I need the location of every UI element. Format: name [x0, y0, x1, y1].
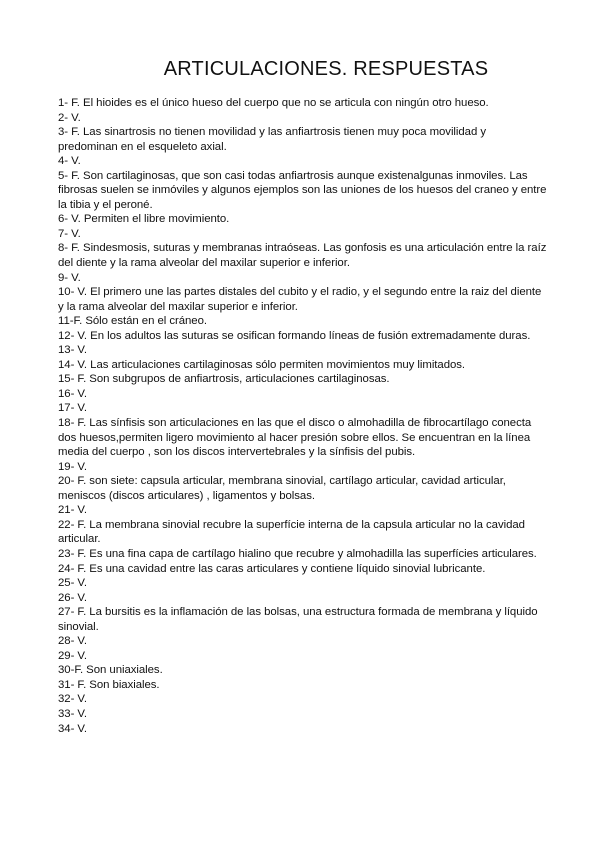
answer-item: 21- V. [58, 504, 88, 517]
answer-item: 26- V. [58, 591, 88, 604]
answer-list [58, 96, 548, 736]
answer-item: 3- F. Las sinartrosis no tienen movilidad y las anfiartrosis tienen muy poca movilidad y predominan en el esqueleto axial. [58, 126, 487, 153]
answer-item: 2- V. [58, 111, 81, 124]
answer-item: 6- V. Permiten el libre movimiento. [58, 213, 230, 226]
answer-item: 13- V. [58, 344, 88, 357]
answer-item: 5- F. Son cartilaginosas, que son casi todas anfiartrosis aunque existenalgunas inmoviles. Las fibrosas suelen se inmóviles y algunos ejemplos son las uniones de los huesos del craneo y entre la tibia y el peroné. [58, 169, 547, 211]
answer-item: 23- F. Es una fina capa de cartílago hialino que recubre y almohadilla las superfícies articulares. [58, 547, 537, 560]
answer-item: 11-F. Sólo están en el cráneo. [58, 315, 207, 328]
answer-item: 1- F. El hioides es el único hueso del cuerpo que no se articula con ningún otro hueso. [58, 97, 489, 109]
answer-item: 30-F. Son uniaxiales. [58, 664, 163, 677]
answer-item: 34- V. [58, 722, 88, 735]
page-title: ARTICULACIONES. RESPUESTAS [163, 58, 489, 80]
answer-item: 12- V. En los adultos las suturas se osifican formando líneas de fusión extremadamente duras. [58, 329, 531, 342]
answer-item: 10- V. El primero une las partes distales del cubito y el radio, y el segundo entre la raiz del diente y la rama alveolar del maxilar superior e inferior. [58, 286, 542, 313]
answer-item: 8- F. Sindesmosis, suturas y membranas intraóseas. Las gonfosis es una articulación entre la raíz del diente y la rama alveolar del maxilar superior e inferior. [58, 242, 547, 270]
answer-item: 9- V. [58, 271, 81, 284]
answer-item: 19- V. [58, 460, 88, 473]
answer-item: 20- F. son siete: capsula articular, membrana sinovial, cartílago articular, cavidad articular, meniscos (discos articulares) , ligamentos y bolsas. [58, 475, 506, 502]
answer-item: 28- V. [58, 635, 88, 648]
answer-item: 24- F. Es una cavidad entre las caras articulares y contiene líquido sinovial lubricante. [58, 562, 486, 575]
answer-item: 27- F. La bursitis es la inflamación de las bolsas, una estructura formada de membrana y líquido sinovial. [58, 606, 538, 633]
answer-item: 14- V. Las articulaciones cartilaginosas sólo permiten movimientos muy limitados. [58, 358, 466, 371]
answer-item: 33- V. [58, 707, 88, 720]
answer-item: 4- V. [58, 155, 81, 168]
answer-item: 16- V. [58, 387, 88, 400]
answer-item: 7- V. [58, 227, 81, 240]
answer-item: 15- F. Son subgrupos de anfiartrosis, articulaciones cartilaginosas. [58, 373, 390, 386]
answer-item: 17- V. [58, 402, 88, 415]
answer-item: 22- F. La membrana sinovial recubre la superfície interna de la capsula articular no la cavidad articular. [58, 518, 525, 546]
answer-item: 32- V. [58, 693, 88, 706]
answer-item: 25- V. [58, 577, 88, 590]
answer-item: 18- F. Las sínfisis son articulaciones en las que el disco o almohadilla de fibrocartílago conecta dos huesos,permiten ligero movimiento al hacer presión sobre ellos. Se encuentran en la línea media del cuerpo , son los discos intervertebrales y la sínfisis del pubis. [58, 417, 532, 459]
answer-item: 29- V. [58, 649, 88, 662]
answer-item: 31- F. Son biaxiales. [58, 678, 160, 691]
